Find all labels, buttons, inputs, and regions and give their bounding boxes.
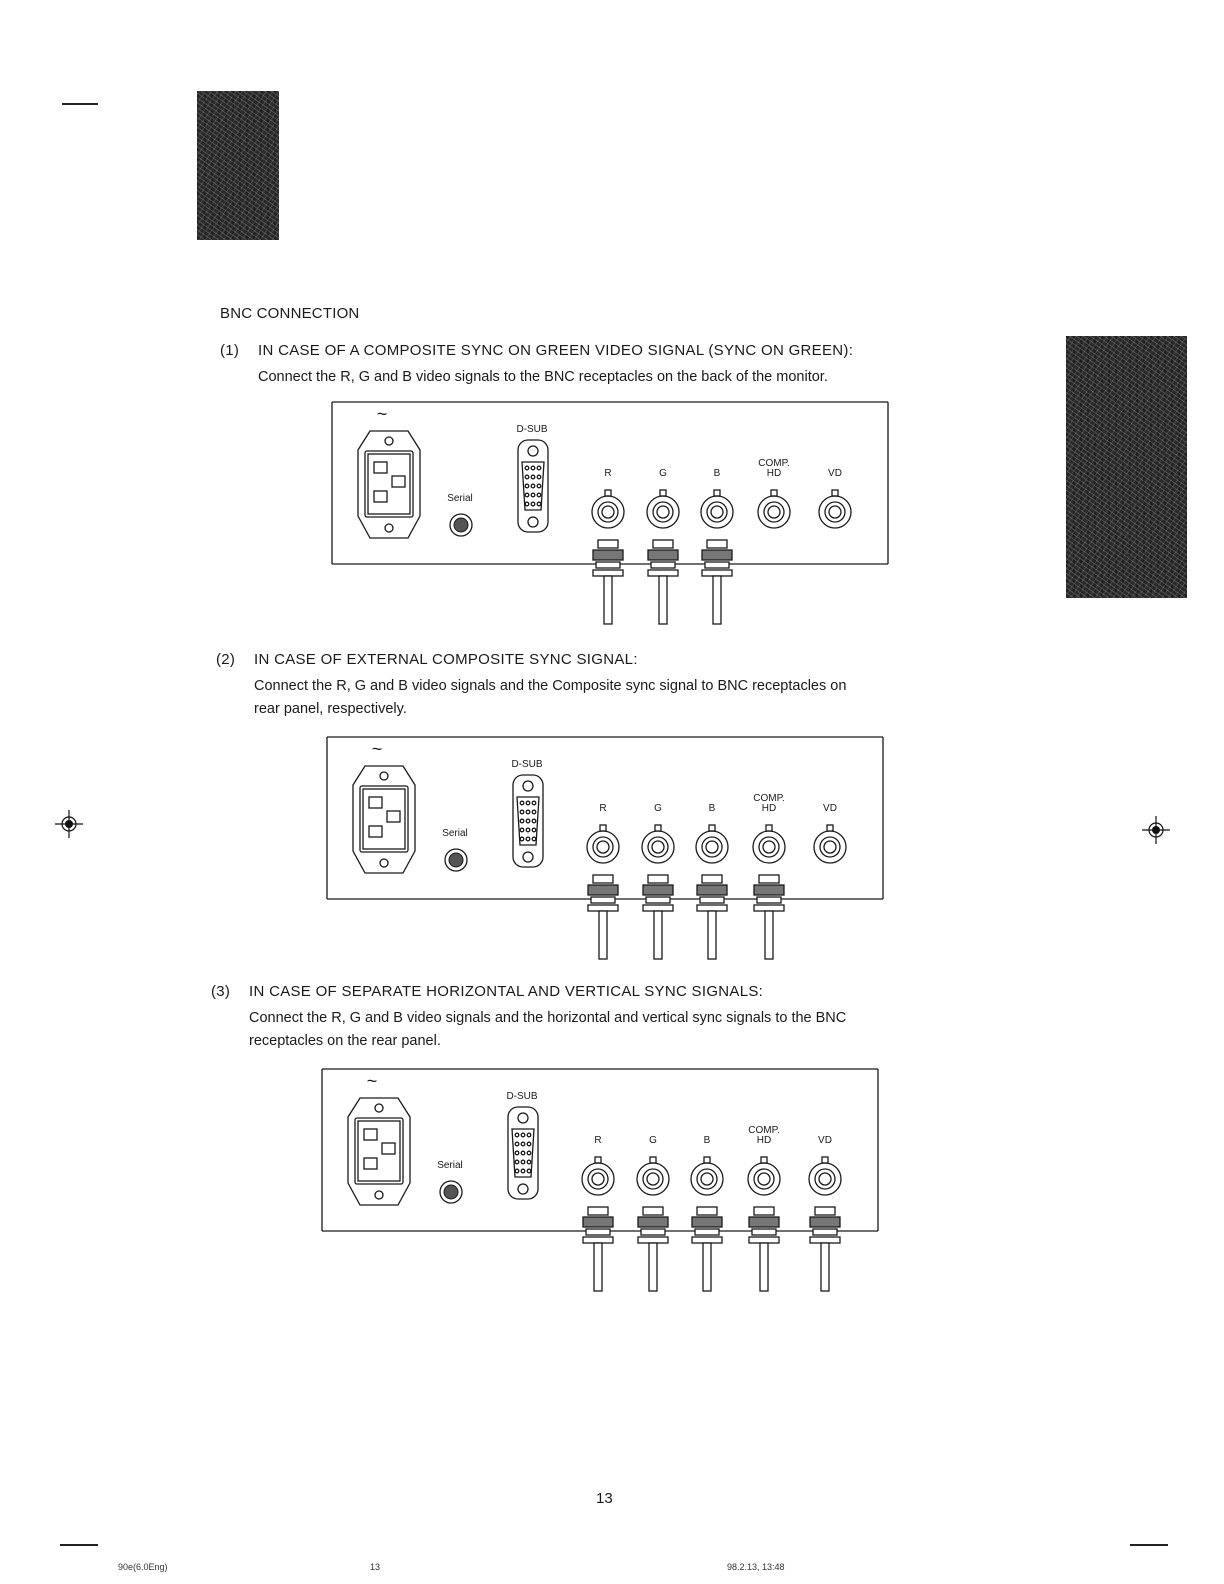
dsub-pin bbox=[532, 801, 536, 805]
jack-tab bbox=[650, 1157, 656, 1163]
dsub-pin bbox=[532, 819, 536, 823]
dsub-pin bbox=[531, 493, 535, 497]
jack-label: HD bbox=[756, 1135, 772, 1146]
screw-icon bbox=[375, 1104, 383, 1112]
bnc-jack-ring bbox=[598, 502, 618, 522]
plug-cap bbox=[754, 1207, 774, 1215]
bnc-plug-icon bbox=[697, 875, 727, 959]
jack-tab bbox=[600, 825, 606, 831]
serial-port-pins bbox=[444, 1185, 458, 1199]
body-line: receptacles on the rear panel. bbox=[249, 1033, 441, 1049]
dsub-label: D-SUB bbox=[516, 424, 548, 435]
bnc-jack-ring bbox=[754, 1169, 774, 1189]
jack-tab bbox=[595, 1157, 601, 1163]
plug-cable bbox=[649, 1243, 657, 1291]
bnc-jack-ring bbox=[825, 502, 845, 522]
item-number: (2) bbox=[216, 651, 236, 668]
bnc-jack-icon bbox=[696, 831, 728, 863]
screw-icon bbox=[528, 517, 538, 527]
dsub-pin bbox=[526, 837, 530, 841]
power-symbol: ~ bbox=[366, 1071, 378, 1091]
dsub-pin bbox=[521, 1169, 525, 1173]
bnc-plug-icon bbox=[593, 540, 623, 624]
bnc-plug-icon bbox=[754, 875, 784, 959]
plug-collar bbox=[588, 905, 618, 911]
bnc-jack-icon bbox=[814, 831, 846, 863]
bnc-jack-ring bbox=[764, 502, 784, 522]
ac-pin bbox=[364, 1129, 377, 1140]
bnc-jack-ring bbox=[702, 837, 722, 857]
body-line: rear panel, respectively. bbox=[254, 701, 407, 717]
jack-tab bbox=[761, 1157, 767, 1163]
dsub-pin bbox=[520, 828, 524, 832]
dsub-pin bbox=[537, 475, 541, 479]
plug-cap bbox=[702, 875, 722, 883]
bnc-jack-icon bbox=[748, 1163, 780, 1195]
jack-label: B bbox=[708, 803, 716, 814]
jack-tab bbox=[822, 1157, 828, 1163]
rear-panel-diagram bbox=[320, 1065, 880, 1297]
bnc-plug-icon bbox=[648, 540, 678, 624]
bnc-jack-center bbox=[592, 1173, 604, 1185]
crop-line bbox=[1130, 1544, 1168, 1546]
dsub-pin bbox=[537, 493, 541, 497]
plug-body bbox=[813, 1229, 837, 1235]
bnc-jack-icon bbox=[642, 831, 674, 863]
bnc-jack-icon bbox=[587, 831, 619, 863]
serial-port-pins bbox=[449, 853, 463, 867]
dsub-pin bbox=[531, 475, 535, 479]
bnc-jack-ring bbox=[588, 1169, 608, 1189]
plug-knurl bbox=[749, 1217, 779, 1227]
plug-cap bbox=[588, 1207, 608, 1215]
plug-knurl bbox=[638, 1217, 668, 1227]
jack-label: HD bbox=[766, 468, 782, 479]
dsub-pin bbox=[527, 1160, 531, 1164]
plug-body bbox=[646, 897, 670, 903]
bnc-jack-ring bbox=[815, 1169, 835, 1189]
jack-tab bbox=[605, 490, 611, 496]
plug-cap bbox=[653, 540, 673, 548]
serial-label: Serial bbox=[442, 828, 468, 839]
bnc-jack-ring bbox=[643, 1169, 663, 1189]
power-symbol: ~ bbox=[371, 739, 383, 759]
plug-body bbox=[752, 1229, 776, 1235]
screw-icon bbox=[523, 852, 533, 862]
footer-left: 90e(6.0Eng) bbox=[118, 1562, 168, 1572]
serial-label: Serial bbox=[447, 493, 473, 504]
bnc-jack-icon bbox=[753, 831, 785, 863]
dsub-connector-icon bbox=[508, 1107, 538, 1199]
plug-knurl bbox=[810, 1217, 840, 1227]
plug-cable bbox=[708, 911, 716, 959]
item-3-heading bbox=[211, 983, 763, 1000]
dsub-pin bbox=[520, 837, 524, 841]
plug-body bbox=[591, 897, 615, 903]
dsub-pin bbox=[521, 1142, 525, 1146]
screw-icon bbox=[375, 1191, 383, 1199]
plug-body bbox=[757, 897, 781, 903]
bnc-plug-icon bbox=[638, 1207, 668, 1291]
dsub-pin bbox=[521, 1151, 525, 1155]
ac-inlet-icon bbox=[353, 766, 415, 873]
bnc-plug-icon bbox=[810, 1207, 840, 1291]
dsub-pin bbox=[532, 828, 536, 832]
bnc-jack-icon bbox=[809, 1163, 841, 1195]
plug-cable bbox=[654, 911, 662, 959]
item-1-heading bbox=[220, 342, 853, 359]
plug-knurl bbox=[702, 550, 732, 560]
screw-icon bbox=[528, 446, 538, 456]
dsub-pin bbox=[526, 801, 530, 805]
dsub-pin bbox=[525, 493, 529, 497]
dsub-connector-icon bbox=[518, 440, 548, 532]
crop-line bbox=[62, 103, 98, 105]
dsub-pin bbox=[537, 466, 541, 470]
ac-pin bbox=[392, 476, 405, 487]
plug-cable bbox=[703, 1243, 711, 1291]
jack-label: HD bbox=[761, 803, 777, 814]
dsub-pin bbox=[520, 801, 524, 805]
plug-cap bbox=[598, 540, 618, 548]
bnc-jack-center bbox=[763, 841, 775, 853]
jack-label: B bbox=[703, 1135, 711, 1146]
plug-body bbox=[700, 897, 724, 903]
jack-tab bbox=[660, 490, 666, 496]
bnc-jack-center bbox=[829, 506, 841, 518]
item-2-body bbox=[254, 675, 846, 721]
corner-tab-block bbox=[197, 91, 279, 240]
bnc-jack-center bbox=[597, 841, 609, 853]
plug-knurl bbox=[643, 885, 673, 895]
ac-inlet-icon bbox=[358, 431, 420, 538]
jack-tab bbox=[771, 490, 777, 496]
plug-knurl bbox=[648, 550, 678, 560]
plug-cap bbox=[759, 875, 779, 883]
jack-label: VD bbox=[828, 468, 842, 479]
body-line: Connect the R, G and B video signals to the BNC receptacles on the back of the monitor. bbox=[258, 369, 828, 385]
item-number: (3) bbox=[211, 983, 231, 1000]
item-3-body bbox=[249, 1007, 846, 1053]
plug-body bbox=[641, 1229, 665, 1235]
ac-inlet-icon bbox=[348, 1098, 410, 1205]
bnc-jack-center bbox=[652, 841, 664, 853]
plug-cap bbox=[697, 1207, 717, 1215]
bnc-jack-icon bbox=[647, 496, 679, 528]
body-line: Connect the R, G and B video signals and the Composite sync signal to BNC receptacles on bbox=[254, 678, 847, 694]
plug-body bbox=[695, 1229, 719, 1235]
bnc-jack-center bbox=[758, 1173, 770, 1185]
plug-collar bbox=[583, 1237, 613, 1243]
jack-label: COMP. bbox=[753, 793, 785, 804]
item-heading-text: IN CASE OF EXTERNAL COMPOSITE SYNC SIGNAL: bbox=[254, 651, 638, 668]
dsub-pin bbox=[521, 1133, 525, 1137]
ac-socket bbox=[360, 786, 408, 852]
registration-mark-icon bbox=[1142, 816, 1170, 844]
plug-body bbox=[705, 562, 729, 568]
plug-cable bbox=[604, 576, 612, 624]
ac-socket bbox=[355, 1118, 403, 1184]
dsub-pin bbox=[531, 466, 535, 470]
dsub-pin bbox=[526, 828, 530, 832]
ac-socket bbox=[365, 451, 413, 517]
plug-collar bbox=[692, 1237, 722, 1243]
jack-label: R bbox=[594, 1135, 602, 1146]
plug-cable bbox=[765, 911, 773, 959]
dsub-pin bbox=[520, 810, 524, 814]
dsub-pin bbox=[525, 466, 529, 470]
screw-icon bbox=[518, 1113, 528, 1123]
jack-label: VD bbox=[818, 1135, 832, 1146]
plug-body bbox=[596, 562, 620, 568]
jack-tab bbox=[827, 825, 833, 831]
ac-pin bbox=[374, 491, 387, 502]
bnc-jack-center bbox=[647, 1173, 659, 1185]
dsub-pin bbox=[537, 502, 541, 506]
jack-label: COMP. bbox=[748, 1125, 780, 1136]
screw-icon bbox=[380, 859, 388, 867]
plug-body bbox=[651, 562, 675, 568]
bnc-jack-center bbox=[657, 506, 669, 518]
plug-cap bbox=[593, 875, 613, 883]
dsub-pin bbox=[527, 1142, 531, 1146]
plug-cap bbox=[643, 1207, 663, 1215]
dsub-pin bbox=[526, 810, 530, 814]
item-2-heading bbox=[216, 651, 638, 668]
bnc-plug-icon bbox=[702, 540, 732, 624]
bnc-jack-ring bbox=[707, 502, 727, 522]
plug-collar bbox=[749, 1237, 779, 1243]
bnc-jack-ring bbox=[820, 837, 840, 857]
plug-knurl bbox=[692, 1217, 722, 1227]
bnc-jack-center bbox=[768, 506, 780, 518]
bnc-jack-center bbox=[706, 841, 718, 853]
jack-label: R bbox=[604, 468, 612, 479]
plug-collar bbox=[638, 1237, 668, 1243]
plug-collar bbox=[648, 570, 678, 576]
plug-knurl bbox=[593, 550, 623, 560]
plug-cap bbox=[707, 540, 727, 548]
dsub-pin bbox=[532, 837, 536, 841]
bnc-plug-icon bbox=[643, 875, 673, 959]
dsub-pin bbox=[515, 1142, 519, 1146]
power-symbol: ~ bbox=[376, 404, 388, 424]
screw-icon bbox=[523, 781, 533, 791]
jack-label: R bbox=[599, 803, 607, 814]
bnc-jack-icon bbox=[691, 1163, 723, 1195]
bnc-jack-ring bbox=[653, 502, 673, 522]
serial-port-pins bbox=[454, 518, 468, 532]
dsub-connector-icon bbox=[513, 775, 543, 867]
plug-cable bbox=[713, 576, 721, 624]
jack-label: VD bbox=[823, 803, 837, 814]
jack-label: G bbox=[654, 803, 662, 814]
item-1-body bbox=[258, 366, 828, 389]
plug-collar bbox=[810, 1237, 840, 1243]
ac-pin bbox=[364, 1158, 377, 1169]
bnc-jack-center bbox=[602, 506, 614, 518]
bnc-jack-center bbox=[711, 506, 723, 518]
plug-knurl bbox=[588, 885, 618, 895]
plug-collar bbox=[593, 570, 623, 576]
bnc-plug-icon bbox=[692, 1207, 722, 1291]
bnc-jack-icon bbox=[637, 1163, 669, 1195]
plug-cable bbox=[594, 1243, 602, 1291]
screw-icon bbox=[518, 1184, 528, 1194]
dsub-pin bbox=[526, 819, 530, 823]
dsub-pin bbox=[525, 475, 529, 479]
bnc-plug-icon bbox=[583, 1207, 613, 1291]
bnc-jack-icon bbox=[592, 496, 624, 528]
footer-middle: 13 bbox=[370, 1562, 381, 1572]
serial-label: Serial bbox=[437, 1160, 463, 1171]
plug-cap bbox=[648, 875, 668, 883]
plug-cable bbox=[760, 1243, 768, 1291]
jack-tab bbox=[704, 1157, 710, 1163]
bnc-jack-ring bbox=[593, 837, 613, 857]
ac-pin bbox=[369, 826, 382, 837]
bnc-jack-center bbox=[701, 1173, 713, 1185]
bnc-jack-center bbox=[819, 1173, 831, 1185]
dsub-label: D-SUB bbox=[506, 1091, 538, 1102]
dsub-pin bbox=[531, 484, 535, 488]
dsub-pin bbox=[515, 1133, 519, 1137]
rear-panel-diagram bbox=[330, 398, 890, 630]
plug-knurl bbox=[754, 885, 784, 895]
dsub-pin bbox=[527, 1133, 531, 1137]
rear-panel-diagram bbox=[325, 733, 885, 965]
dsub-label: D-SUB bbox=[511, 759, 543, 770]
dsub-pin bbox=[532, 810, 536, 814]
jack-tab bbox=[766, 825, 772, 831]
screw-icon bbox=[385, 437, 393, 445]
ac-pin bbox=[369, 797, 382, 808]
plug-collar bbox=[643, 905, 673, 911]
side-tab-block bbox=[1066, 336, 1187, 598]
jack-label: G bbox=[649, 1135, 657, 1146]
plug-cap bbox=[815, 1207, 835, 1215]
jack-label: B bbox=[713, 468, 721, 479]
jack-tab bbox=[832, 490, 838, 496]
dsub-pin bbox=[520, 819, 524, 823]
dsub-pin bbox=[531, 502, 535, 506]
plug-cable bbox=[599, 911, 607, 959]
dsub-pin bbox=[537, 484, 541, 488]
dsub-pin bbox=[527, 1151, 531, 1155]
footer-right: 98.2.13, 13:48 bbox=[727, 1562, 785, 1572]
dsub-pin bbox=[525, 502, 529, 506]
dsub-pin bbox=[515, 1169, 519, 1173]
dsub-pin bbox=[515, 1151, 519, 1155]
body-line: Connect the R, G and B video signals and the horizontal and vertical sync signals to the BNC bbox=[249, 1010, 847, 1026]
plug-cable bbox=[821, 1243, 829, 1291]
bnc-plug-icon bbox=[588, 875, 618, 959]
screw-icon bbox=[380, 772, 388, 780]
bnc-jack-center bbox=[824, 841, 836, 853]
plug-collar bbox=[697, 905, 727, 911]
bnc-jack-ring bbox=[648, 837, 668, 857]
bnc-jack-ring bbox=[697, 1169, 717, 1189]
jack-label: COMP. bbox=[758, 458, 790, 469]
ac-pin bbox=[382, 1143, 395, 1154]
dsub-pin bbox=[527, 1169, 531, 1173]
dsub-pin bbox=[521, 1160, 525, 1164]
dsub-pin bbox=[525, 484, 529, 488]
jack-label: G bbox=[659, 468, 667, 479]
jack-tab bbox=[709, 825, 715, 831]
registration-mark-icon bbox=[55, 810, 83, 838]
ac-pin bbox=[387, 811, 400, 822]
crop-line bbox=[60, 1544, 98, 1546]
bnc-jack-icon bbox=[582, 1163, 614, 1195]
plug-body bbox=[586, 1229, 610, 1235]
bnc-jack-icon bbox=[701, 496, 733, 528]
item-number: (1) bbox=[220, 342, 240, 359]
page-number: 13 bbox=[596, 1490, 613, 1507]
jack-tab bbox=[714, 490, 720, 496]
bnc-plug-icon bbox=[749, 1207, 779, 1291]
plug-knurl bbox=[697, 885, 727, 895]
ac-pin bbox=[374, 462, 387, 473]
section-title: BNC CONNECTION bbox=[220, 305, 360, 322]
bnc-jack-ring bbox=[759, 837, 779, 857]
screw-icon bbox=[385, 524, 393, 532]
bnc-jack-icon bbox=[819, 496, 851, 528]
dsub-pin bbox=[515, 1160, 519, 1164]
plug-collar bbox=[754, 905, 784, 911]
item-heading-text: IN CASE OF SEPARATE HORIZONTAL AND VERTICAL SYNC SIGNALS: bbox=[249, 983, 764, 1000]
plug-cable bbox=[659, 576, 667, 624]
plug-collar bbox=[702, 570, 732, 576]
item-heading-text: IN CASE OF A COMPOSITE SYNC ON GREEN VIDEO SIGNAL (SYNC ON GREEN): bbox=[258, 342, 854, 359]
jack-tab bbox=[655, 825, 661, 831]
bnc-jack-icon bbox=[758, 496, 790, 528]
plug-knurl bbox=[583, 1217, 613, 1227]
